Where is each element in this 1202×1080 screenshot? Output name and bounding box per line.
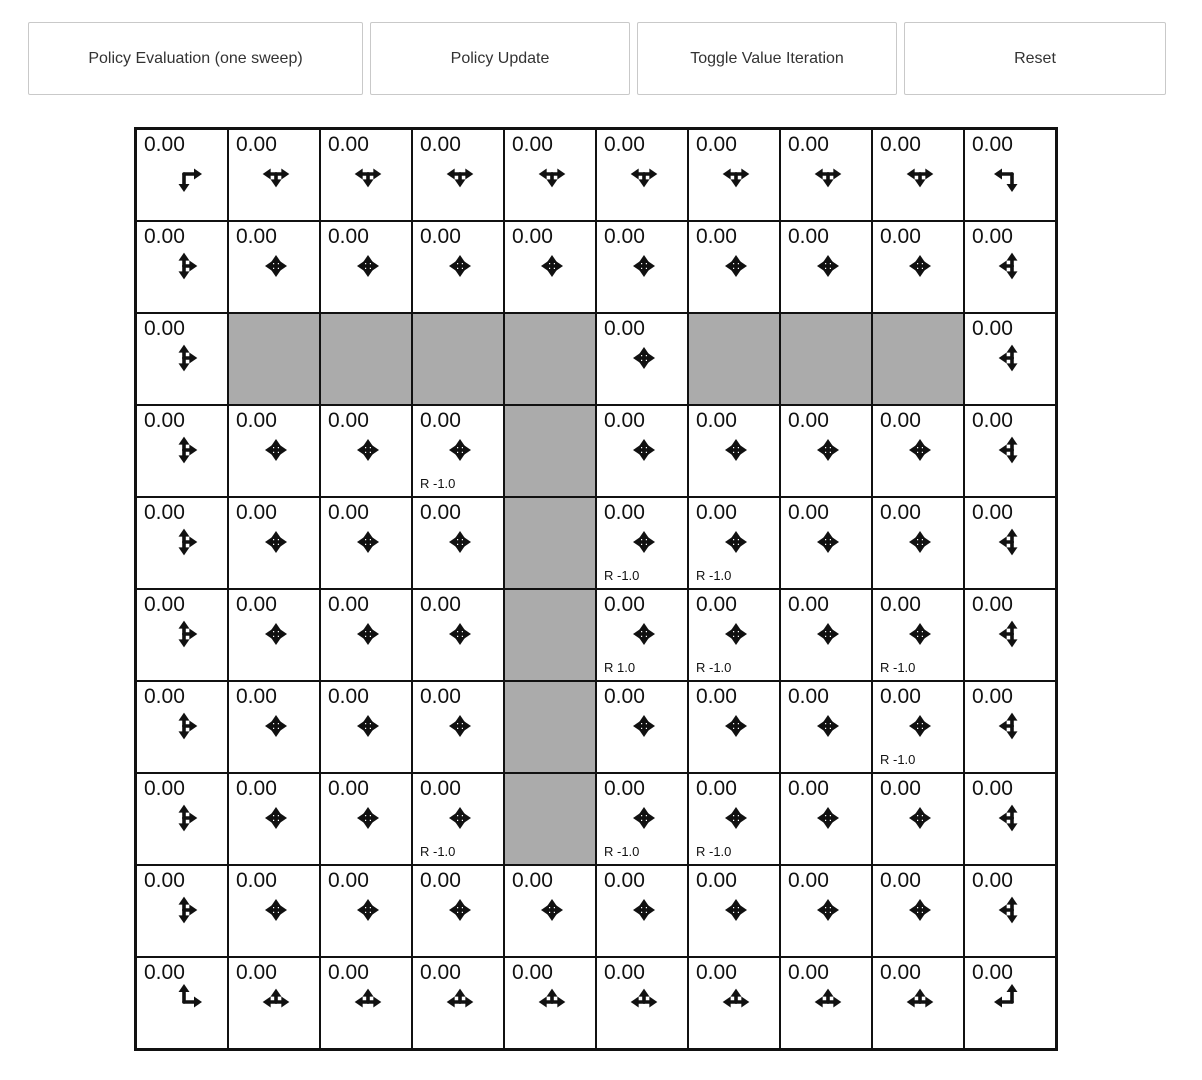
grid-cell[interactable] [504, 129, 596, 221]
cell-value: 0.00 [236, 777, 277, 800]
grid-cell[interactable] [320, 589, 412, 681]
cell-value: 0.00 [696, 777, 737, 800]
cell-value: 0.00 [328, 685, 369, 708]
policy-arrows-icon [620, 150, 668, 198]
policy-arrows-icon [620, 702, 668, 750]
policy-arrows-icon [988, 702, 1036, 750]
cell-value: 0.00 [144, 501, 185, 524]
grid-cell[interactable] [596, 221, 688, 313]
cell-value: 0.00 [880, 133, 921, 156]
cell-value: 0.00 [604, 501, 645, 524]
grid-cell[interactable] [228, 773, 320, 865]
cell-value: 0.00 [236, 869, 277, 892]
cell-value: 0.00 [880, 961, 921, 984]
policy-arrows-icon [712, 242, 760, 290]
policy-arrows-icon [896, 978, 944, 1026]
grid-cell[interactable] [780, 681, 872, 773]
cell-value: 0.00 [788, 593, 829, 616]
cell-value: 0.00 [788, 777, 829, 800]
grid-cell[interactable] [964, 681, 1056, 773]
policy-arrows-icon [804, 518, 852, 566]
grid-cell[interactable] [136, 773, 228, 865]
grid-cell[interactable] [228, 221, 320, 313]
cell-value: 0.00 [696, 225, 737, 248]
grid-cell[interactable] [136, 405, 228, 497]
policy-arrows-icon [804, 610, 852, 658]
policy-arrows-icon [252, 978, 300, 1026]
grid-cell[interactable] [688, 589, 780, 681]
grid-cell[interactable] [412, 497, 504, 589]
policy-arrows-icon [436, 242, 484, 290]
grid-cell[interactable] [136, 129, 228, 221]
cell-value: 0.00 [144, 685, 185, 708]
reset-button[interactable]: Reset [904, 22, 1166, 95]
policy-arrows-icon [344, 886, 392, 934]
cell-value: 0.00 [144, 317, 185, 340]
cell-value: 0.00 [880, 225, 921, 248]
cell-value: 0.00 [236, 501, 277, 524]
policy-arrows-icon [804, 978, 852, 1026]
policy-arrows-icon [804, 150, 852, 198]
policy-arrows-icon [712, 702, 760, 750]
policy-arrows-icon [988, 978, 1036, 1026]
policy-arrows-icon [620, 518, 668, 566]
grid-cell[interactable] [596, 405, 688, 497]
policy-arrows-icon [160, 518, 208, 566]
cell-value: 0.00 [788, 685, 829, 708]
policy-arrows-icon [436, 610, 484, 658]
cell-value: 0.00 [604, 225, 645, 248]
policy-arrows-icon [620, 610, 668, 658]
grid-cell-wall[interactable] [412, 313, 504, 405]
grid-cell-wall[interactable] [504, 589, 596, 681]
grid-cell[interactable] [964, 221, 1056, 313]
cell-value: 0.00 [972, 777, 1013, 800]
cell-value: 0.00 [420, 409, 461, 432]
cell-value: 0.00 [420, 225, 461, 248]
grid-cell[interactable] [872, 865, 964, 957]
cell-value: 0.00 [144, 961, 185, 984]
cell-value: 0.00 [972, 593, 1013, 616]
grid-cell[interactable] [964, 129, 1056, 221]
cell-value: 0.00 [604, 409, 645, 432]
policy-arrows-icon [988, 794, 1036, 842]
policy-arrows-icon [712, 794, 760, 842]
grid-cell-wall[interactable] [504, 773, 596, 865]
cell-value: 0.00 [972, 225, 1013, 248]
grid-cell[interactable] [596, 773, 688, 865]
grid-cell-wall[interactable] [504, 405, 596, 497]
policy-arrows-icon [988, 610, 1036, 658]
cell-value: 0.00 [236, 409, 277, 432]
grid-cell-wall[interactable] [320, 313, 412, 405]
grid-cell[interactable] [136, 681, 228, 773]
cell-value: 0.00 [604, 317, 645, 340]
grid-cell[interactable] [872, 957, 964, 1049]
cell-value: 0.00 [604, 593, 645, 616]
grid-cell[interactable] [780, 773, 872, 865]
policy-arrows-icon [160, 794, 208, 842]
policy-arrows-icon [712, 886, 760, 934]
reward-label: R -1.0 [604, 844, 640, 859]
grid-cell[interactable] [228, 957, 320, 1049]
cell-value: 0.00 [880, 501, 921, 524]
grid-cell[interactable] [872, 129, 964, 221]
cell-value: 0.00 [788, 409, 829, 432]
cell-value: 0.00 [604, 961, 645, 984]
policy-arrows-icon [896, 610, 944, 658]
policy-arrows-icon [804, 794, 852, 842]
grid-cell[interactable] [688, 129, 780, 221]
toggle-value-iteration-button[interactable]: Toggle Value Iteration [637, 22, 897, 95]
grid-cell[interactable] [136, 957, 228, 1049]
grid-cell[interactable] [964, 773, 1056, 865]
cell-value: 0.00 [420, 961, 461, 984]
policy-arrows-icon [528, 150, 576, 198]
policy-arrows-icon [988, 242, 1036, 290]
cell-value: 0.00 [144, 409, 185, 432]
cell-value: 0.00 [144, 133, 185, 156]
policy-arrows-icon [436, 702, 484, 750]
cell-value: 0.00 [328, 501, 369, 524]
policy-arrows-icon [160, 334, 208, 382]
policy-arrows-icon [160, 702, 208, 750]
grid-cell[interactable] [596, 313, 688, 405]
grid-cell[interactable] [228, 589, 320, 681]
policy-arrows-icon [344, 794, 392, 842]
cell-value: 0.00 [696, 685, 737, 708]
policy-arrows-icon [252, 518, 300, 566]
grid-cell-wall[interactable] [780, 313, 872, 405]
cell-value: 0.00 [604, 133, 645, 156]
grid-cell[interactable] [596, 957, 688, 1049]
cell-value: 0.00 [420, 777, 461, 800]
grid-cell[interactable] [964, 313, 1056, 405]
grid-cell[interactable] [872, 681, 964, 773]
grid-cell[interactable] [872, 497, 964, 589]
grid-cell-wall[interactable] [504, 313, 596, 405]
cell-value: 0.00 [972, 317, 1013, 340]
reward-label: R -1.0 [880, 752, 916, 767]
grid-cell[interactable] [780, 589, 872, 681]
policy-arrows-icon [160, 150, 208, 198]
policy-arrows-icon [988, 150, 1036, 198]
policy-arrows-icon [160, 978, 208, 1026]
reward-label: R -1.0 [420, 476, 456, 491]
policy-arrows-icon [896, 702, 944, 750]
grid-cell[interactable] [596, 129, 688, 221]
policy-arrows-icon [896, 794, 944, 842]
grid-cell[interactable] [688, 405, 780, 497]
cell-value: 0.00 [788, 869, 829, 892]
grid-cell[interactable] [964, 405, 1056, 497]
cell-value: 0.00 [328, 961, 369, 984]
grid-cell[interactable] [412, 773, 504, 865]
policy-arrows-icon [344, 150, 392, 198]
cell-value: 0.00 [236, 685, 277, 708]
grid-cell[interactable] [320, 681, 412, 773]
policy-arrows-icon [620, 242, 668, 290]
cell-value: 0.00 [972, 409, 1013, 432]
policy-arrows-icon [344, 518, 392, 566]
grid-cell[interactable] [964, 497, 1056, 589]
cell-value: 0.00 [788, 225, 829, 248]
policy-arrows-icon [252, 886, 300, 934]
cell-value: 0.00 [328, 869, 369, 892]
policy-arrows-icon [988, 426, 1036, 474]
policy-arrows-icon [804, 242, 852, 290]
cell-value: 0.00 [144, 777, 185, 800]
cell-value: 0.00 [788, 961, 829, 984]
grid-cell[interactable] [688, 221, 780, 313]
cell-value: 0.00 [328, 409, 369, 432]
grid-cell[interactable] [320, 957, 412, 1049]
grid-cell[interactable] [228, 405, 320, 497]
cell-value: 0.00 [512, 869, 553, 892]
grid-cell[interactable] [228, 865, 320, 957]
cell-value: 0.00 [144, 225, 185, 248]
grid-cell[interactable] [688, 865, 780, 957]
grid-cell[interactable] [320, 497, 412, 589]
policy-arrows-icon [620, 886, 668, 934]
policy-arrows-icon [896, 886, 944, 934]
cell-value: 0.00 [696, 133, 737, 156]
policy-arrows-icon [712, 150, 760, 198]
policy-arrows-icon [344, 242, 392, 290]
grid-cell[interactable] [780, 221, 872, 313]
reward-label: R -1.0 [880, 660, 916, 675]
grid-cell[interactable] [688, 497, 780, 589]
grid-cell[interactable] [320, 129, 412, 221]
grid-cell[interactable] [228, 129, 320, 221]
grid-cell[interactable] [596, 589, 688, 681]
cell-value: 0.00 [880, 409, 921, 432]
policy-arrows-icon [896, 518, 944, 566]
cell-value: 0.00 [604, 685, 645, 708]
policy-arrows-icon [804, 426, 852, 474]
grid-cell[interactable] [320, 405, 412, 497]
grid-cell[interactable] [136, 221, 228, 313]
grid-cell[interactable] [596, 497, 688, 589]
cell-value: 0.00 [236, 225, 277, 248]
cell-value: 0.00 [696, 593, 737, 616]
cell-value: 0.00 [420, 501, 461, 524]
reward-label: R 1.0 [604, 660, 636, 675]
policy-arrows-icon [712, 610, 760, 658]
policy-arrows-icon [620, 334, 668, 382]
grid-cell[interactable] [596, 865, 688, 957]
grid-cell[interactable] [780, 865, 872, 957]
cell-value: 0.00 [236, 593, 277, 616]
policy-arrows-icon [252, 150, 300, 198]
cell-value: 0.00 [420, 593, 461, 616]
policy-arrows-icon [896, 150, 944, 198]
policy-update-button[interactable]: Policy Update [370, 22, 630, 95]
grid-cell[interactable] [412, 681, 504, 773]
grid-cell[interactable] [964, 865, 1056, 957]
grid-cell[interactable] [872, 589, 964, 681]
policy-arrows-icon [436, 886, 484, 934]
grid-cell[interactable] [412, 589, 504, 681]
grid-cell[interactable] [320, 865, 412, 957]
reward-label: R -1.0 [696, 568, 732, 583]
grid-cell[interactable] [504, 221, 596, 313]
policy-arrows-icon [804, 886, 852, 934]
grid-cell[interactable] [964, 957, 1056, 1049]
policy-arrows-icon [528, 242, 576, 290]
cell-value: 0.00 [604, 777, 645, 800]
cell-value: 0.00 [880, 869, 921, 892]
cell-value: 0.00 [696, 409, 737, 432]
cell-value: 0.00 [880, 685, 921, 708]
policy-arrows-icon [896, 426, 944, 474]
policy-arrows-icon [436, 518, 484, 566]
cell-value: 0.00 [328, 133, 369, 156]
grid-cell[interactable] [596, 681, 688, 773]
policy-arrows-icon [620, 794, 668, 842]
grid-cell[interactable] [136, 313, 228, 405]
reward-label: R -1.0 [696, 660, 732, 675]
grid-cell[interactable] [504, 957, 596, 1049]
grid-cell[interactable] [872, 221, 964, 313]
policy-evaluation-button[interactable]: Policy Evaluation (one sweep) [28, 22, 363, 95]
cell-value: 0.00 [880, 593, 921, 616]
policy-arrows-icon [804, 702, 852, 750]
grid-cell[interactable] [964, 589, 1056, 681]
cell-value: 0.00 [512, 961, 553, 984]
cell-value: 0.00 [972, 501, 1013, 524]
cell-value: 0.00 [696, 501, 737, 524]
grid-cell[interactable] [412, 957, 504, 1049]
policy-arrows-icon [436, 150, 484, 198]
grid-cell[interactable] [780, 957, 872, 1049]
policy-arrows-icon [252, 426, 300, 474]
cell-value: 0.00 [328, 225, 369, 248]
policy-arrows-icon [528, 978, 576, 1026]
cell-value: 0.00 [972, 961, 1013, 984]
reward-label: R -1.0 [604, 568, 640, 583]
policy-arrows-icon [896, 242, 944, 290]
policy-arrows-icon [436, 426, 484, 474]
grid-cell[interactable] [780, 129, 872, 221]
policy-arrows-icon [988, 518, 1036, 566]
cell-value: 0.00 [604, 869, 645, 892]
cell-value: 0.00 [328, 777, 369, 800]
grid-cell[interactable] [320, 773, 412, 865]
grid-cell-wall[interactable] [688, 313, 780, 405]
grid-cell[interactable] [504, 865, 596, 957]
grid-cell[interactable] [228, 681, 320, 773]
cell-value: 0.00 [972, 685, 1013, 708]
policy-arrows-icon [344, 426, 392, 474]
policy-arrows-icon [436, 794, 484, 842]
cell-value: 0.00 [420, 869, 461, 892]
cell-value: 0.00 [420, 685, 461, 708]
policy-arrows-icon [344, 702, 392, 750]
cell-value: 0.00 [788, 501, 829, 524]
cell-value: 0.00 [972, 869, 1013, 892]
policy-arrows-icon [160, 242, 208, 290]
reward-label: R -1.0 [420, 844, 456, 859]
cell-value: 0.00 [328, 593, 369, 616]
grid-cell[interactable] [688, 957, 780, 1049]
cell-value: 0.00 [512, 133, 553, 156]
policy-arrows-icon [620, 978, 668, 1026]
grid-cell[interactable] [136, 865, 228, 957]
grid-cell[interactable] [872, 773, 964, 865]
cell-value: 0.00 [972, 133, 1013, 156]
policy-arrows-icon [160, 886, 208, 934]
policy-arrows-icon [252, 242, 300, 290]
grid-cell-wall[interactable] [872, 313, 964, 405]
policy-arrows-icon [620, 426, 668, 474]
grid-cell[interactable] [688, 681, 780, 773]
grid-cell[interactable] [412, 129, 504, 221]
grid-cell-wall[interactable] [228, 313, 320, 405]
cell-value: 0.00 [788, 133, 829, 156]
grid-cell-wall[interactable] [504, 681, 596, 773]
policy-arrows-icon [344, 610, 392, 658]
policy-arrows-icon [252, 610, 300, 658]
reward-label: R -1.0 [696, 844, 732, 859]
policy-arrows-icon [252, 794, 300, 842]
grid-cell[interactable] [412, 865, 504, 957]
policy-arrows-icon [988, 334, 1036, 382]
grid-cell[interactable] [780, 405, 872, 497]
grid-cell[interactable] [228, 497, 320, 589]
policy-arrows-icon [712, 426, 760, 474]
cell-value: 0.00 [880, 777, 921, 800]
policy-arrows-icon [988, 886, 1036, 934]
policy-arrows-icon [160, 426, 208, 474]
cell-value: 0.00 [696, 961, 737, 984]
policy-arrows-icon [160, 610, 208, 658]
policy-arrows-icon [252, 702, 300, 750]
grid-cell[interactable] [872, 405, 964, 497]
grid-cell[interactable] [780, 497, 872, 589]
grid-cell[interactable] [320, 221, 412, 313]
cell-value: 0.00 [512, 225, 553, 248]
cell-value: 0.00 [144, 869, 185, 892]
policy-arrows-icon [712, 518, 760, 566]
policy-arrows-icon [712, 978, 760, 1026]
grid-cell-wall[interactable] [504, 497, 596, 589]
grid-cell[interactable] [136, 497, 228, 589]
policy-arrows-icon [528, 886, 576, 934]
grid-cell[interactable] [136, 589, 228, 681]
grid-cell[interactable] [412, 405, 504, 497]
gridworld-grid [134, 127, 1058, 1051]
grid-cell[interactable] [412, 221, 504, 313]
cell-value: 0.00 [420, 133, 461, 156]
cell-value: 0.00 [236, 133, 277, 156]
toolbar [28, 22, 1166, 95]
cell-value: 0.00 [696, 869, 737, 892]
cell-value: 0.00 [144, 593, 185, 616]
grid-cell[interactable] [688, 773, 780, 865]
policy-arrows-icon [436, 978, 484, 1026]
policy-arrows-icon [344, 978, 392, 1026]
cell-value: 0.00 [236, 961, 277, 984]
